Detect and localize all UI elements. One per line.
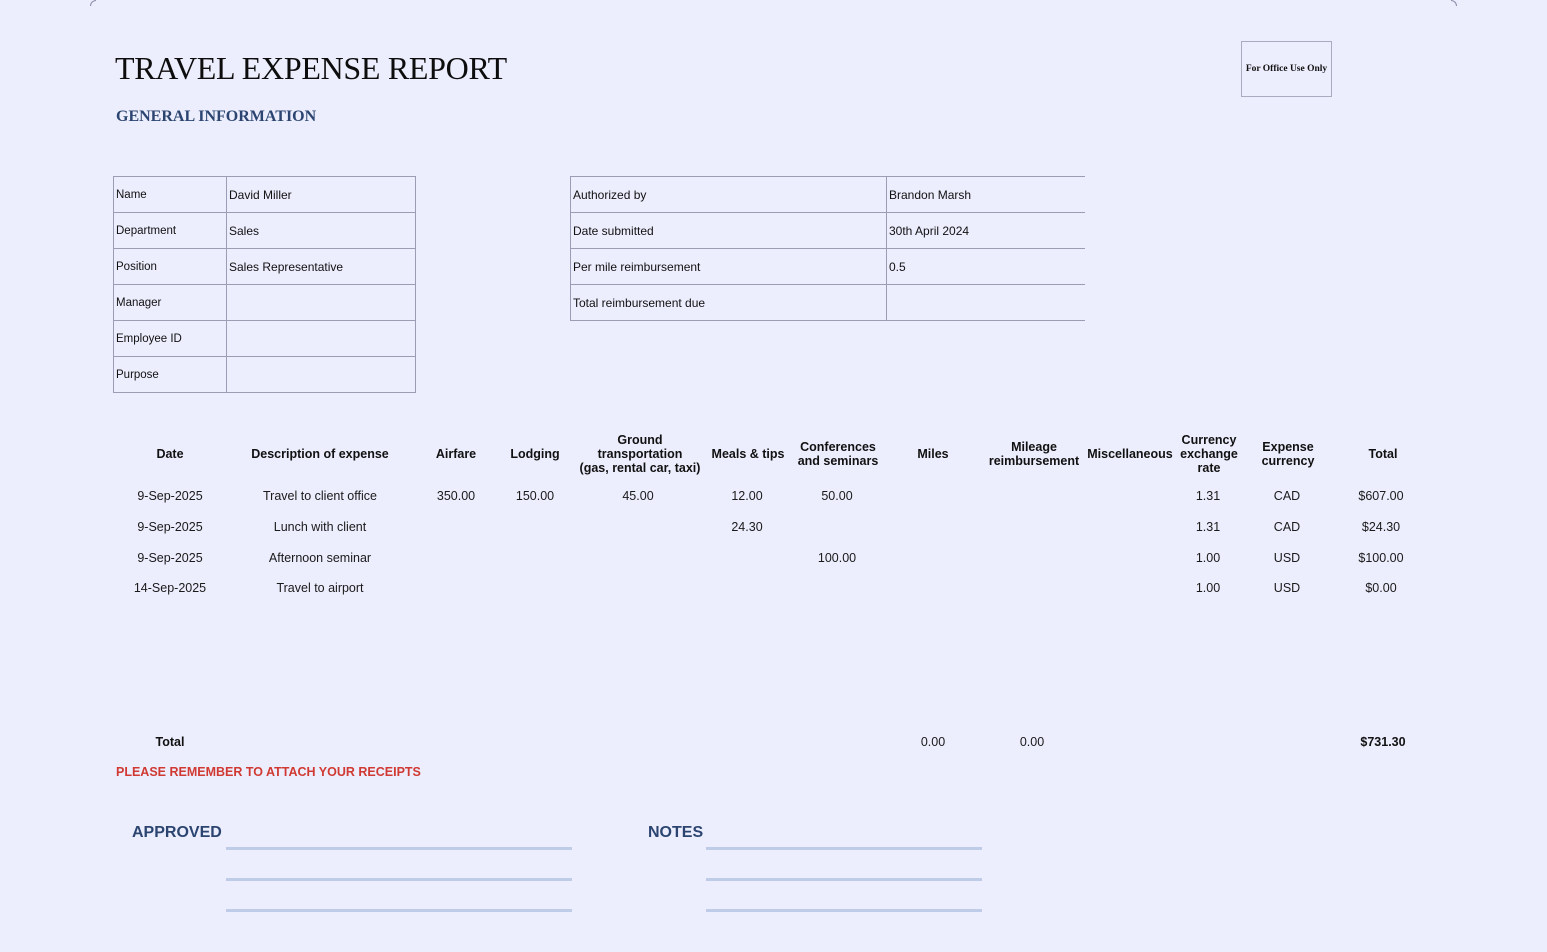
cell-lodging[interactable] [500, 578, 570, 598]
approved-signature-line-3[interactable] [226, 909, 572, 912]
cell-airfare[interactable] [420, 517, 492, 537]
info-row-manager [114, 285, 416, 321]
cell-exchange-rate[interactable]: 1.00 [1195, 581, 1221, 595]
cell-description[interactable]: Travel to airport [276, 581, 364, 595]
header-line: Mileage [1011, 440, 1057, 454]
total-miles: 0.00 [920, 735, 946, 749]
cell-meals[interactable]: 12.00 [731, 489, 763, 503]
cell-meals[interactable] [708, 548, 786, 568]
info-row-position [114, 249, 416, 285]
info-label: Department [114, 213, 227, 249]
cell-currency[interactable]: USD [1273, 551, 1301, 565]
info-row-per-mile [571, 249, 1085, 285]
notes-line-3[interactable] [706, 909, 982, 912]
cell-mileage[interactable] [984, 578, 1082, 598]
approved-signature-line-1[interactable] [226, 847, 572, 850]
cell-meals[interactable]: 24.30 [731, 520, 763, 534]
cell-misc[interactable] [1084, 517, 1176, 537]
general-info-table-left [113, 176, 416, 393]
cell-mileage[interactable] [984, 486, 1082, 506]
expense-row [0, 548, 1547, 568]
notes-line-1[interactable] [706, 847, 982, 850]
cell-misc[interactable] [1084, 578, 1176, 598]
total-reimbursement-field[interactable] [887, 285, 1085, 321]
info-label: Purpose [114, 357, 227, 393]
section-heading-general-information: GENERAL INFORMATION [116, 108, 317, 125]
info-row-employee-id [114, 321, 416, 357]
header-line: Conferences [800, 440, 876, 454]
cell-miles[interactable] [900, 517, 966, 537]
cell-currency[interactable]: CAD [1273, 489, 1301, 503]
header-line: Ground [617, 433, 663, 447]
info-row-department [114, 213, 416, 249]
column-header-airfare: Airfare [435, 447, 477, 461]
cell-description[interactable]: Afternoon seminar [268, 551, 372, 565]
cell-ground[interactable] [575, 578, 701, 598]
column-header-expense-currency [1252, 428, 1324, 480]
cell-airfare[interactable] [420, 548, 492, 568]
cell-exchange-rate[interactable]: 1.00 [1195, 551, 1221, 565]
info-label: Manager [114, 285, 227, 321]
header-line: and seminars [797, 454, 879, 468]
cell-total: $0.00 [1365, 581, 1397, 595]
approved-signature-line-2[interactable] [226, 878, 572, 881]
cell-lodging[interactable] [500, 548, 570, 568]
cell-currency[interactable]: USD [1273, 581, 1301, 595]
column-header-miscellaneous: Miscellaneous [1087, 447, 1173, 461]
cell-ground[interactable] [575, 548, 701, 568]
cell-misc[interactable] [1084, 548, 1176, 568]
expense-row [0, 486, 1547, 506]
cell-description[interactable]: Lunch with client [273, 520, 367, 534]
header-line: rate [1197, 461, 1221, 475]
cell-exchange-rate[interactable]: 1.31 [1195, 520, 1221, 534]
cell-total: $24.30 [1361, 520, 1401, 534]
page-title: TRAVEL EXPENSE REPORT [115, 50, 507, 86]
info-label: Authorized by [571, 177, 887, 213]
cell-conferences[interactable]: 50.00 [821, 489, 853, 503]
cell-ground[interactable]: 45.00 [622, 489, 654, 503]
date-submitted-field[interactable]: 30th April 2024 [887, 213, 1085, 249]
info-label: Per mile reimbursement [571, 249, 887, 285]
info-label: Total reimbursement due [571, 285, 887, 321]
cell-conferences[interactable] [793, 578, 881, 598]
cell-lodging[interactable] [500, 517, 570, 537]
office-use-label: For Office Use Only [1245, 64, 1328, 74]
column-header-total: Total [1368, 447, 1398, 461]
purpose-field[interactable] [227, 357, 416, 393]
employee-id-field[interactable] [227, 321, 416, 357]
cell-conferences[interactable]: 100.00 [817, 551, 857, 565]
cell-description[interactable]: Travel to client office [263, 489, 377, 503]
expense-table-header [0, 428, 1547, 480]
header-line: Expense [1262, 440, 1314, 454]
page-corner-right [1451, 0, 1457, 6]
approved-label: APPROVED [132, 824, 222, 841]
info-row-purpose [114, 357, 416, 393]
column-header-ground-transportation [575, 428, 705, 480]
grand-total: $731.30 [1360, 735, 1406, 749]
cell-mileage[interactable] [984, 517, 1082, 537]
cell-lodging[interactable]: 150.00 [515, 489, 555, 503]
header-line: reimbursement [988, 454, 1080, 468]
cell-date[interactable]: 14-Sep-2025 [133, 581, 207, 595]
office-use-box [1241, 41, 1332, 97]
name-field[interactable]: David Miller [227, 177, 416, 213]
cell-date[interactable]: 9-Sep-2025 [137, 551, 203, 565]
cell-total: $100.00 [1358, 551, 1404, 565]
header-line: transportation [597, 447, 683, 461]
cell-currency[interactable]: CAD [1273, 520, 1301, 534]
header-line: (gas, rental car, taxi) [579, 461, 701, 475]
position-field[interactable]: Sales Representative [227, 249, 416, 285]
column-header-date: Date [156, 447, 184, 461]
department-field[interactable]: Sales [227, 213, 416, 249]
total-mileage-reimbursement: 0.00 [1019, 735, 1045, 749]
expense-row [0, 517, 1547, 537]
info-label: Position [114, 249, 227, 285]
cell-miles[interactable] [900, 486, 966, 506]
header-line: Currency [1181, 433, 1237, 447]
info-row-total-reimbursement [571, 285, 1085, 321]
per-mile-reimbursement-field[interactable]: 0.5 [887, 249, 1085, 285]
expense-totals-row [0, 732, 1547, 752]
column-header-miles: Miles [917, 447, 949, 461]
info-label: Name [114, 177, 227, 213]
expense-row [0, 578, 1547, 598]
column-header-description: Description of expense [251, 447, 389, 461]
cell-total: $607.00 [1358, 489, 1404, 503]
info-row-date-submitted [571, 213, 1085, 249]
cell-ground[interactable] [575, 517, 701, 537]
general-info-table-right [570, 176, 1085, 321]
cell-conferences[interactable] [793, 517, 881, 537]
authorized-by-field[interactable]: Brandon Marsh [887, 177, 1085, 213]
cell-mileage[interactable] [984, 548, 1082, 568]
column-header-meals: Meals & tips [711, 447, 785, 461]
cell-airfare[interactable] [420, 578, 492, 598]
cell-airfare[interactable]: 350.00 [436, 489, 476, 503]
column-header-mileage-reimbursement [984, 428, 1084, 480]
column-header-exchange-rate [1176, 428, 1242, 480]
notes-label: NOTES [648, 824, 704, 841]
manager-field[interactable] [227, 285, 416, 321]
header-line: exchange [1180, 447, 1238, 461]
receipts-reminder: PLEASE REMEMBER TO ATTACH YOUR RECEIPTS [116, 765, 421, 779]
info-row-name [114, 177, 416, 213]
cell-date[interactable]: 9-Sep-2025 [137, 489, 203, 503]
notes-line-2[interactable] [706, 878, 982, 881]
cell-miles[interactable] [900, 548, 966, 568]
page-corner-left [90, 0, 96, 6]
cell-date[interactable]: 9-Sep-2025 [137, 520, 203, 534]
cell-exchange-rate[interactable]: 1.31 [1195, 489, 1221, 503]
info-label: Employee ID [114, 321, 227, 357]
totals-label: Total [155, 735, 185, 749]
cell-miles[interactable] [900, 578, 966, 598]
info-label: Date submitted [571, 213, 887, 249]
header-line: currency [1261, 454, 1315, 468]
column-header-conferences [793, 428, 883, 480]
cell-misc[interactable] [1084, 486, 1176, 506]
info-row-authorized-by [571, 177, 1085, 213]
cell-meals[interactable] [708, 578, 786, 598]
column-header-lodging: Lodging [510, 447, 560, 461]
